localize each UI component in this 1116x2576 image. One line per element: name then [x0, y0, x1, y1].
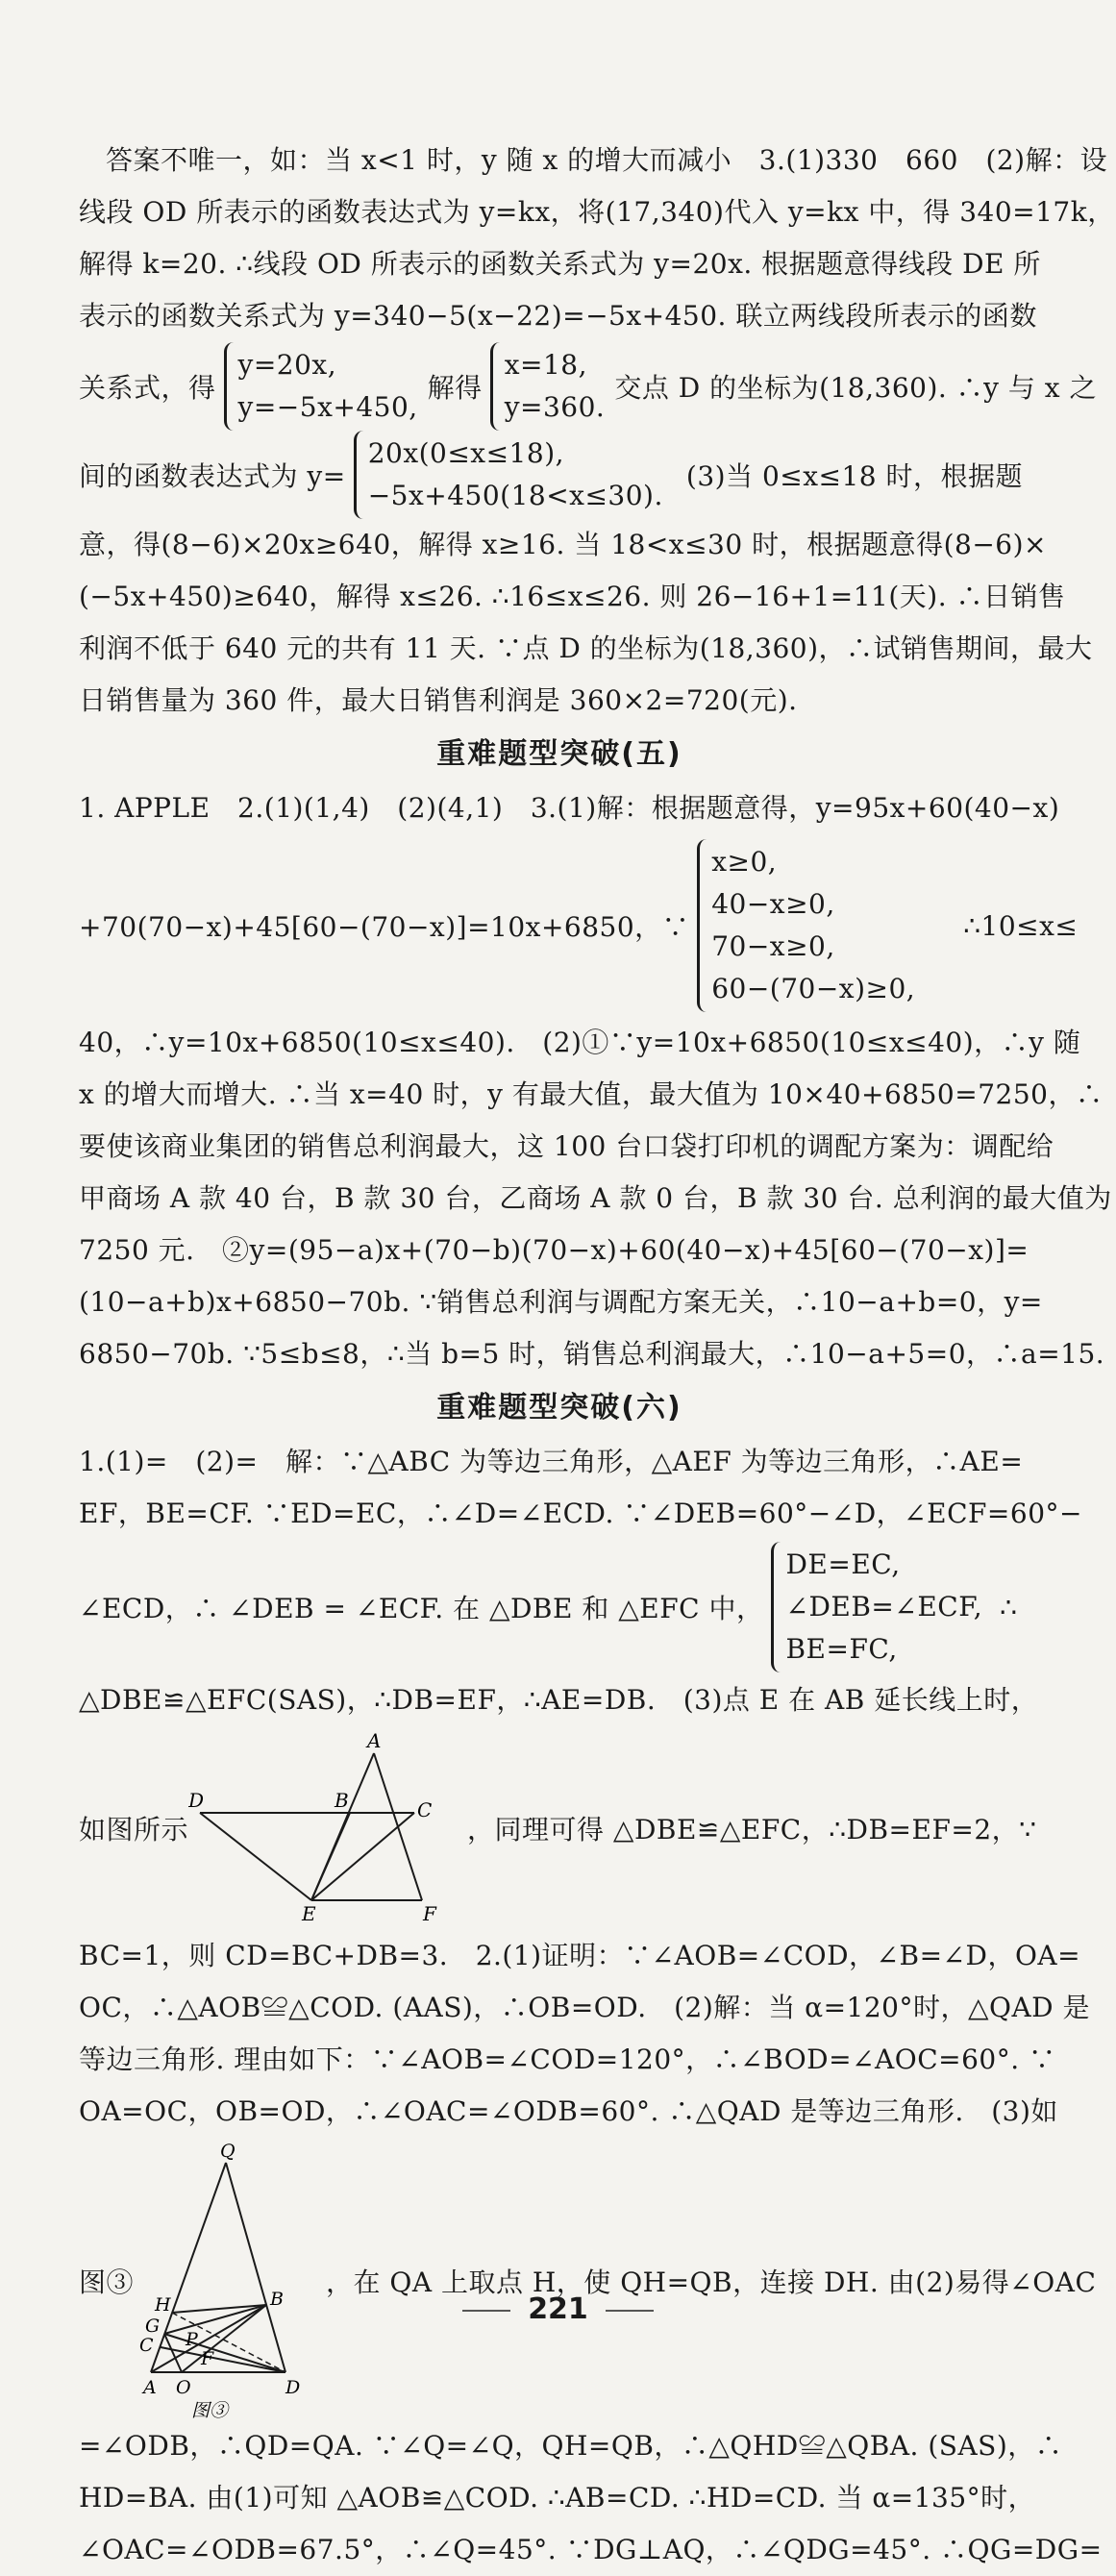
figure-3-row — [79, 2142, 1097, 2420]
text-fragment: ，在 QA 上取点 H，使 QH=QB，连接 DH. 由(2)易得∠OAC — [326, 2266, 1097, 2298]
point-label: H — [155, 2294, 171, 2316]
congruence-conditions — [771, 1542, 982, 1672]
triangle-figure — [188, 1732, 467, 1924]
text-line: 40，∴y=10x+6850(10≤x≤40). (2)①∵y=10x+6850(10≤x≤40)，∴y 随 — [79, 1027, 1081, 1058]
point-label: D — [188, 1789, 205, 1812]
answer-page — [79, 135, 1115, 2576]
text-line: 1. APPLE 2.(1)(1,4) (2)(4,1) 3.(1)解：根据题意得，y=95x+60(40−x) — [79, 792, 1060, 824]
geometry-figure-3 — [134, 2142, 326, 2420]
figure-caption: 图③ — [191, 2400, 229, 2420]
condition: DE=EC, — [785, 1548, 901, 1580]
section-title: 重难题型突破(五) — [436, 737, 682, 771]
point-label: C — [139, 2335, 154, 2356]
text-line: OC，∴△AOB≌△COD. (AAS)，∴OB=OD. (2)解：当 α=120°时，△QAD 是 — [79, 1992, 1091, 2023]
point-label: P — [186, 2329, 198, 2350]
constraint-row — [79, 834, 1079, 1017]
text-line: 解得 k=20. ∴线段 OD 所表示的函数关系式为 y=20x. 根据题意得线段 DE 所 — [79, 248, 1041, 280]
inequality: 60−(70−x)≥0, — [711, 973, 916, 1004]
text-line: 要使该商业集团的销售总利润最大，这 100 台口袋打印机的调配方案为：调配给 — [79, 1130, 1054, 1162]
equation: x=18, — [504, 349, 587, 381]
text-line: =∠ODB，∴QD=QA. ∵∠Q=∠Q，QH=QB，∴△QHD≌△QBA. (SAS)，∴ — [79, 2430, 1063, 2462]
text-line: 答案不唯一，如：当 x<1 时，y 随 x 的增大而减小 3.(1)330 660 (2)解：设 — [106, 144, 1108, 176]
text-fragment: ∠ECD，∴ ∠DEB = ∠ECF. 在 △DBE 和 △EFC 中， — [79, 1593, 764, 1624]
text-line: 日销售量为 360 件，最大日销售利润是 360×2=720(元). — [79, 684, 798, 716]
text-fragment: ∴10≤x≤ — [963, 909, 1079, 942]
point-label: C — [417, 1798, 433, 1821]
text-line: 甲商场 A 款 40 台，B 款 30 台，乙商场 A 款 0 台，B 款 30 台. 总利润的最大值为 — [79, 1182, 1112, 1214]
text-fragment: 如图所示 — [79, 1814, 189, 1845]
text-fragment: 间的函数表达式为 y= — [79, 460, 346, 492]
equation: y=−5x+450, — [237, 391, 418, 423]
text-line: 意，得(8−6)×20x≥640，解得 x≥16. 当 18<x≤30 时，根据题意得(8−6)× — [79, 529, 1047, 560]
text-line: (−5x+450)≥640，解得 x≤26. ∴16≤x≤26. 则 26−16+1=11(天). ∴日销售 — [79, 581, 1066, 612]
point-label: F — [423, 1902, 436, 1924]
point-label: D — [285, 2377, 301, 2398]
equation: y=20x, — [237, 349, 337, 381]
condition: ∠DEB=∠ECF, — [785, 1591, 983, 1622]
piecewise-function — [354, 431, 663, 519]
congruence-row — [79, 1540, 1040, 1674]
text-line: △DBE≌△EFC(SAS)，∴DB=EF，∴AE=DB. (3)点 E 在 AB 延长线上时， — [79, 1684, 1039, 1716]
equation: y=360. — [504, 391, 606, 423]
point-label: O — [176, 2377, 191, 2398]
text-line: BC=1，则 CD=BC+DB=3. 2.(1)证明：∵∠AOB=∠COD，∠B=∠D，OA= — [79, 1940, 1081, 1971]
text-line: 表示的函数关系式为 y=340−5(x−22)=−5x+450. 联立两线段所表示的函数 — [79, 300, 1037, 332]
footer-rule — [462, 2310, 510, 2312]
text-fragment: 交点 D 的坐标为(18,360). ∴y 与 x 之 — [614, 372, 1097, 404]
inequality: 40−x≥0, — [711, 888, 835, 920]
text-line: 利润不低于 640 元的共有 11 天. ∵点 D 的坐标为(18,360)，∴试销售期间，最大 — [79, 632, 1093, 664]
point-label: E — [302, 1902, 316, 1924]
text-line: 线段 OD 所表示的函数表达式为 y=kx，将(17,340)代入 y=kx 中，得 340=17k， — [79, 196, 1115, 228]
inequality: 70−x≥0, — [711, 930, 835, 962]
text-line: 7250 元. ②y=(95−a)x+(70−b)(70−x)+60(40−x)+45[60−(70−x)]= — [79, 1234, 1029, 1266]
text-line: 等边三角形. 理由如下：∵∠AOB=∠COD=120°，∴∠BOD=∠AOC=60°. ∵ — [79, 2043, 1056, 2075]
footer-rule — [606, 2310, 654, 2312]
text-fragment: ∴ — [1000, 1591, 1018, 1623]
constraint-system — [697, 839, 915, 1012]
piecewise-row — [79, 431, 1040, 519]
text-line: OA=OC，OB=OD，∴∠OAC=∠ODB=60°. ∴△QAD 是等边三角形. (3)如 — [79, 2095, 1058, 2127]
page-number-footer — [0, 2292, 1116, 2326]
text-fragment: +70(70−x)+45[60−(70−x)]=10x+6850，∵ — [79, 911, 690, 943]
inequality: x≥0, — [711, 846, 778, 878]
figure-1-row — [79, 1732, 1040, 1924]
solution-system — [490, 342, 606, 431]
text-fragment: (3)当 0≤x≤18 时，根据题 — [685, 460, 1024, 492]
text-line: 6850−70b. ∵5≤b≤8，∴当 b=5 时，销售总利润最大，∴10−a+5=0，∴a=15. — [79, 1338, 1105, 1370]
page-number: 221 — [528, 2292, 588, 2326]
point-label: A — [367, 1732, 382, 1752]
point-label: B — [270, 2289, 284, 2310]
point-label: Q — [220, 2142, 236, 2162]
text-line: EF，BE=CF. ∵ED=EC，∴∠D=∠ECD. ∵∠DEB=60°−∠D，∠ECF=60°− — [79, 1498, 1082, 1529]
piece: 20x(0≤x≤18), — [367, 437, 565, 469]
text-fragment: 关系式，得 — [79, 372, 216, 404]
equation-system — [224, 342, 418, 431]
point-label: F — [201, 2348, 214, 2369]
text-fragment: ，同理可得 △DBE≌△EFC，∴DB=EF=2，∵ — [467, 1814, 1037, 1845]
point-label: G — [145, 2316, 161, 2337]
text-fragment: 解得 — [427, 372, 483, 404]
equation-system-row — [79, 342, 1097, 431]
text-line: x 的增大而增大. ∴当 x=40 时，y 有最大值，最大值为 10×40+6850=7250，∴ — [79, 1078, 1104, 1110]
text-line: ∠OAC=∠ODB=67.5°，∴∠Q=45°. ∵DG⊥AQ，∴∠QDG=45°. ∴QG=DG= — [79, 2534, 1103, 2565]
section-title: 重难题型突破(六) — [436, 1391, 682, 1424]
text-line: 1.(1)= (2)= 解：∵△ABC 为等边三角形，△AEF 为等边三角形，∴AE= — [79, 1446, 1024, 1477]
condition: BE=FC, — [785, 1633, 898, 1665]
piece: −5x+450(18<x≤30). — [367, 480, 663, 511]
text-line: HD=BA. 由(1)可知 △AOB≌△COD. ∴AB=CD. ∴HD=CD. 当 α=135°时， — [79, 2482, 1036, 2514]
point-label: A — [143, 2377, 157, 2398]
text-line: (10−a+b)x+6850−70b. ∵销售总利润与调配方案无关，∴10−a+b=0，y= — [79, 1286, 1043, 1318]
point-label: B — [335, 1789, 349, 1812]
text-fragment: 图③ — [79, 2266, 135, 2298]
